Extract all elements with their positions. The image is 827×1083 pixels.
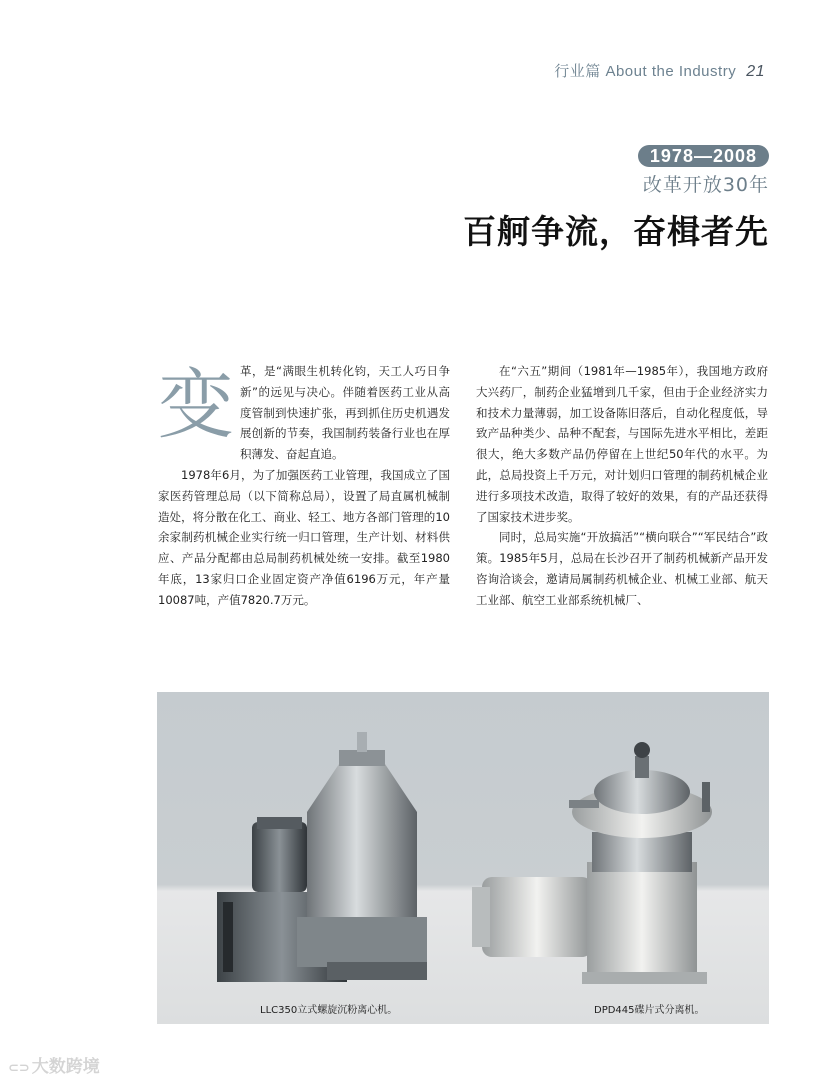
page-number: 21 [746,63,765,80]
watermark-text: 大数跨境 [31,1057,100,1077]
dpd445-separator [472,742,712,984]
photo-caption-left: LLC350立式螺旋沉粉离心机。 [260,1005,398,1016]
text-column-left [158,361,450,611]
drop-cap: 变 [158,360,234,449]
paragraph: 在“六五”期间（1981年—1985年），我国地方政府大兴药厂，制药企业猛增到几千家，但由于企业经济实力和技术力量薄弱，加工设备陈旧落后，自动化程度低，导致产品种类少、品种不配套，与国际先进水平相比，差距很大，绝大多数产品仍停留在上世纪50年代的水平。为此，总局投资上千万元，对计划归口管理的制药机械企业进行多项技术改造，取得了较好的效果，有的产品还获得了国家技术进步奖。 [476,364,768,524]
machines-illustration [157,692,769,1024]
photo-caption-right: DPD445碟片式分离机。 [594,1005,705,1016]
paragraph: 革，是“满眼生机转化钧，天工人巧日争新”的远见与决心。伴随着医药工业从高度管制到快速扩张，再到抓住历史机遇发展创新的节奏，我国制药装备行业也在厚积薄发、奋起直追。 [240,364,450,462]
llc350-centrifuge [217,732,427,982]
paragraph: 1978年6月，为了加强医药工业管理，我国成立了国家医药管理总局（以下简称总局），设置了局直属机械制造处，将分散在化工、商业、轻工、地方各部门管理的10余家制药机械企业实行统一归口管理，生产计划、材料供应、产品分配都由总局制药机械处统一安排。截至1980年底，13家归口企业固定资产净值6196万元，年产量10087吨，产值7820.7万元。 [158,467,450,607]
paragraph: 同时，总局实施“开放搞活”“横向联合”“军民结合”政策。1985年5月，总局在长沙召开了制药机械新产品开发咨询洽谈会，邀请局属制药机械企业、机械工业部、航天工业部、航空工业部系统机械厂、 [476,530,768,607]
watermark [8,1052,100,1077]
watermark-logo-icon: ⊂⊃ [8,1061,30,1076]
text-column-right [476,361,768,611]
period-badge: 1978—2008 [638,145,769,167]
article-title: 百舸争流，奋楫者先 [463,212,769,251]
era-subtitle: 改革开放30年 [642,174,769,196]
running-header [554,60,765,81]
section-title: 行业篇 About the Industry [554,63,737,80]
centrifuge-photo [157,692,769,1024]
